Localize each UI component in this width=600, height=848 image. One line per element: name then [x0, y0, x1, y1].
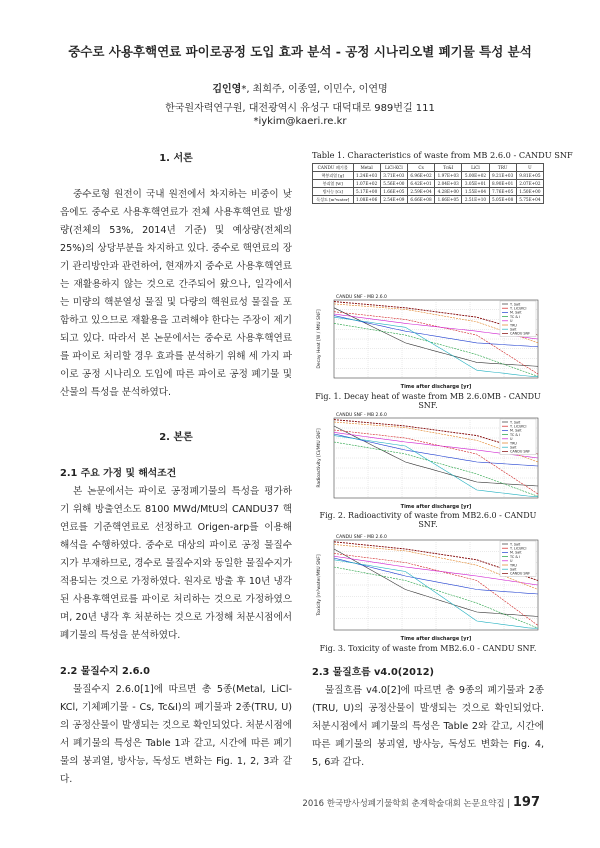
legend-entry: T. Salt [510, 542, 521, 547]
section-2-1-text: 본 논문에서는 파이로 공정폐기물의 특성을 평가하기 위해 방출연소도 8100 MWd/MtU의 CANDU37 핵연료를 기준핵연료로 선정하고 Origen-arp를 이용해 해석을 수행하였다. 중수로 대상의 파이로 공정 물질수지가 부재하므로, 경수로 물질수지와 동일한 물질수지가 적용되는 것으로 가정하였다. 원자로 방출 후 10년 냉각된 사용후핵연료를 파이로 처리하는 것으로 가정하였으며, 20년 냉각 후 처분하는 것으로 가정해 처분시점에서 폐기물의 특성을 분석하였다. [60, 486, 292, 641]
legend-entry: Salt [510, 327, 517, 332]
table-1 [312, 163, 544, 204]
y-axis-label: Decay Heat [W / MtU SNF] [317, 309, 322, 369]
table-1-caption: Table 1. Characteristics of waste from MB 2.6.0 - CANDU SNF [312, 150, 573, 160]
plot-title: CANDU SNF - MB 2.6.0 [336, 535, 387, 540]
plot-title: CANDU SNF - MB 2.6.0 [336, 295, 387, 300]
legend-entry: M. Salt [510, 310, 522, 315]
section-1-heading: 1. 서론 [159, 153, 193, 164]
legend-entry: Salt [510, 567, 517, 572]
section-2-2-heading: 2.2 물질수지 2.6.0 [60, 666, 150, 677]
legend-entry: TC & I [510, 432, 521, 437]
figure-1-caption: Fig. 1. Decay heat of waste from MB 2.6.0MB - CANDU SNF. [315, 392, 541, 410]
legend-entry: CANDU SNF [510, 449, 531, 454]
legend-entry: TRU [510, 563, 517, 568]
table-header-cell: Tc&I [435, 164, 462, 172]
table-header-cell: LiCl [462, 164, 489, 172]
right-column [312, 150, 573, 204]
legend-entry: U [510, 559, 513, 564]
table-row: 붕괴열 [W] 1.07E+02 5.56E+00 6.42E+01 2.04E+03 3.05E+01 8.90E+01 2.07E+02 [313, 180, 544, 188]
left-column [60, 150, 292, 789]
legend-entry: M. Salt [510, 550, 522, 555]
section-2-heading: 2. 본론 [159, 432, 193, 443]
paper-title: 중수로 사용후핵연료 파이로공정 도입 효과 분석 - 공정 시나리오별 폐기물 특성 분석 [68, 44, 532, 59]
author-list [0, 80, 600, 95]
legend-entry: Salt [510, 445, 517, 450]
section-2-1-heading: 2.1 주요 가정 및 해석조건 [60, 468, 177, 479]
table-row: 핵붕괴열 [g] 1.24E+03 3.71E+03 6.96E+02 1.97E+03 5.00E+02 9.21E+03 9.81E+05 [313, 172, 544, 180]
figure-2-plot [312, 410, 544, 510]
legend-entry: U [510, 437, 513, 442]
section-2-3-heading: 2.3 물질흐름 v4.0(2012) [312, 667, 434, 678]
table-header-cell: LiCl-KCl [380, 164, 407, 172]
table-row: 독성도 [m³water] 1.08E+06 2.54E+09 6.66E+08 1.66E+05 2.51E+10 5.05E+08 5.75E+04 [313, 196, 544, 204]
legend-entry: CANDU SNF [510, 331, 531, 336]
y-axis-label: Radioactivity [Ci/MtU SNF] [317, 428, 322, 488]
co-authors: *, 최희주, 이종열, 이민수, 이연명 [241, 84, 388, 95]
x-axis-label: Time after discharge [yr] [400, 384, 472, 390]
y-axis-label: Toxicity [m³water/MtU SNF] [317, 554, 322, 616]
section-2-3-text: 물질흐름 v4.0[2]에 따르면 총 9종의 폐기물과 2종(TRU, U)의 공정산물이 발생되는 것으로 확인되었다. 처분시점에서 폐기물의 특성은 Table 2와 같고, 시간에 따른 폐기물의 붕괴열, 방사능, 독성도 변화는 Fig. 4, 5, 6과 같다. [312, 685, 544, 768]
legend-entry: U [510, 319, 513, 324]
legend-entry: T. Salt [510, 302, 521, 307]
figure-1-plot [312, 292, 544, 390]
legend-entry: TRU [510, 441, 517, 446]
footer-text: 2016 한국방사성폐기물학회 춘계학술대회 논문요약집 | [302, 799, 513, 809]
table-header-cell: U [516, 164, 543, 172]
plot-title: CANDU SNF - MB 2.6.0 [336, 413, 387, 418]
table-header-cell: Cs [407, 164, 434, 172]
page-number: 197 [512, 795, 540, 810]
legend-entry: T. Salt [510, 420, 521, 425]
legend-entry: TC & I [510, 314, 521, 319]
section-2-3 [312, 664, 544, 772]
figure-3-caption: Fig. 3. Toxicity of waste from MB2.6.0 - CANDU SNF. [319, 644, 537, 653]
x-axis-label: Time after discharge [yr] [400, 636, 472, 642]
legend-entry: M. Salt [510, 428, 522, 433]
x-axis-label: Time after discharge [yr] [400, 504, 472, 510]
table-header-cell: Metal [353, 164, 380, 172]
table-header-cell: TRU [489, 164, 516, 172]
legend-entry: TRU [510, 323, 517, 328]
table-header-cell: CANDU 폐기물 [313, 164, 354, 172]
lead-author: 김인영 [212, 84, 242, 95]
contact-email: *iykim@kaeri.re.kr [253, 116, 347, 127]
section-2-2-text: 물질수지 2.6.0[1]에 따르면 총 5종(Metal, LiCl-KCl, 기체폐기물 - Cs, Tc&I)의 폐기물과 2종(TRU, U)의 공정산물이 발생되는 것으로 확인되었다. 처분시점에서 폐기물의 특성은 Table 1과 같고, 시간에 따른 폐기물의 붕괴열, 방사능, 독성도 변화는 Fig. 1, 2, 3과 같다. [60, 684, 292, 785]
legend-entry: T. LiCl/KCl [510, 546, 527, 551]
figure-3-plot [312, 532, 544, 642]
legend-entry: CANDU SNF [510, 571, 531, 576]
page-footer [0, 795, 540, 810]
figure-2-caption: Fig. 2. Radioactivity of waste from MB2.6.0 - CANDU SNF. [319, 511, 537, 529]
legend-entry: T. LiCl/KCl [510, 424, 527, 429]
legend-entry: T. LiCl/KCl [510, 306, 527, 311]
table-row: 방사능 [Ci] 5.17E+00 1.66E+05 2.59E+04 4.28E+00 1.55E+04 7.76E+05 1.50E+00 [313, 188, 544, 196]
section-1-text: 중수로형 원전이 국내 원전에서 차지하는 비중이 낮음에도 중수로 사용후핵연료가 전체 사용후핵연료 발생량(전체의 53%, 2014년 기준) 및 예상량(전체의 25%)의 상당부분을 차지하고 있다. 중수로 핵연료의 장기 관리방안과 관련하여, 현재까지 중수로 사용후핵연료는 재활용하지 않는 것으로 간주되어 왔으나, 일각에서는 미량의 핵분열성 물질 및 다량의 핵원료성 물질을 포함하고 있으므로 재활용을 고려해야 한다는 주장이 제기되고 있다. 따라서 본 논문에서는 중수로 사용후핵연료를 파이로 처리할 경우 효과를 분석하기 위해 세 가지 파이로 공정 시나리오 도입에 따른 파이로 공정 폐기물 및 산물의 특성을 분석하였다. [60, 189, 292, 398]
legend-entry: TC & I [510, 554, 521, 559]
affiliation: 한국원자력연구원, 대전광역시 유성구 대덕대로 989번길 111 [165, 103, 435, 114]
